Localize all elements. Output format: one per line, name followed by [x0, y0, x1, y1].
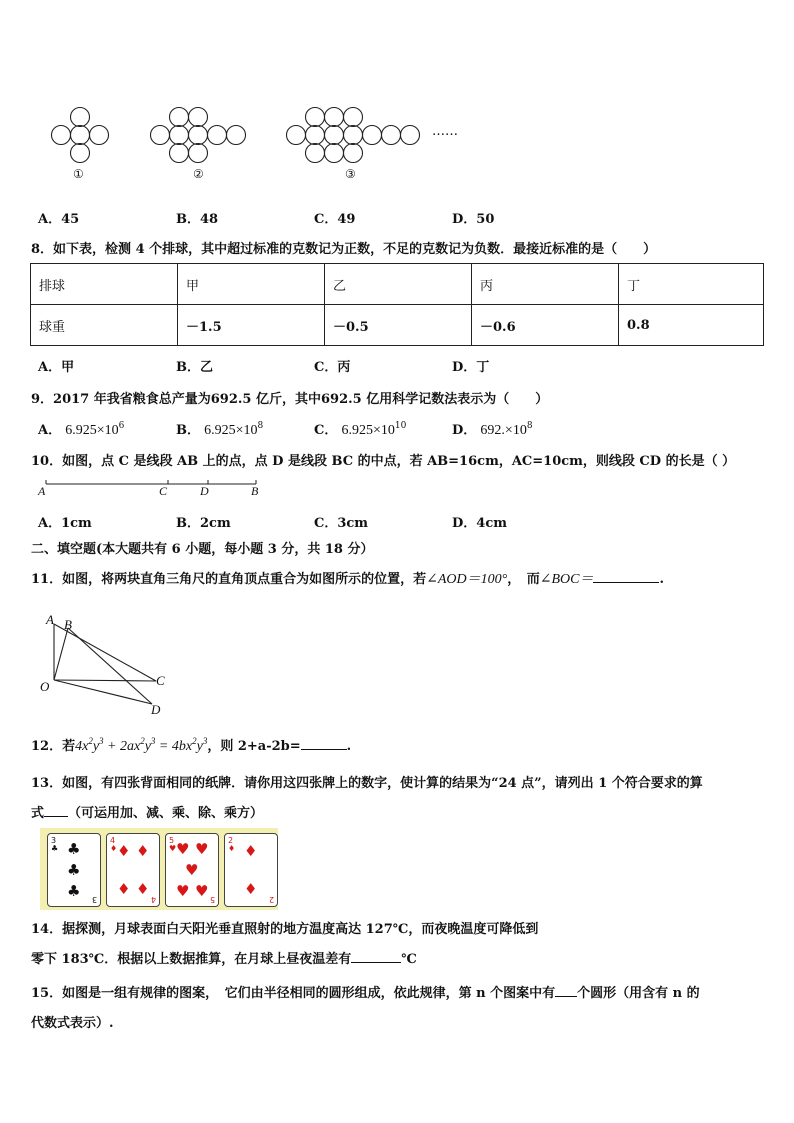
q14-line1: 14．据探测，月球表面白天阳光垂直照射的地方温度高达 127℃，而夜晚温度可降低到	[31, 922, 539, 937]
diamond-icon: ♦	[136, 842, 150, 860]
option-exponent: 6	[118, 421, 125, 431]
club-icon: ♣	[67, 861, 81, 879]
point-label-b: B	[251, 484, 259, 498]
card-rank: 2	[228, 836, 234, 845]
heart-icon: ♥	[185, 861, 199, 879]
q9-option-b[interactable]	[176, 419, 263, 439]
option-value: 6.925×10	[341, 423, 395, 438]
vertex-label-c: C	[156, 673, 165, 688]
figure-label-2: ②	[193, 167, 204, 181]
pattern-2	[151, 108, 246, 163]
q9-option-d[interactable]	[452, 419, 533, 439]
card-rank: 2	[268, 895, 274, 904]
heart-icon: ♥	[195, 882, 209, 900]
option-letter: D．	[452, 423, 477, 438]
answer-blank[interactable]	[593, 570, 659, 583]
card-corner-suit: ♥	[169, 844, 177, 853]
q13-line2-prefix: 式	[31, 806, 45, 821]
q12-end: .	[346, 739, 352, 754]
volleyball-weight-table	[30, 263, 764, 346]
diamond-icon: ♦	[244, 842, 258, 860]
q7-option-c[interactable]: C．49	[314, 212, 356, 227]
option-value: 692.×10	[480, 423, 527, 438]
q14-line2-prefix: 零下 183℃．根据以上数据推算，在月球上昼夜温差有	[31, 952, 352, 967]
point-label-c: C	[159, 484, 168, 498]
vertex-label-o: O	[40, 679, 50, 694]
q10-option-a[interactable]: A．1cm	[38, 516, 92, 531]
q12-prefix: 12．若	[31, 739, 76, 754]
given-angle: ∠AOD＝100°	[426, 572, 508, 587]
pattern-1	[52, 108, 109, 163]
vertex-label-a: A	[46, 612, 54, 627]
q8-option-d[interactable]: D．丁	[452, 360, 490, 375]
q8-option-c[interactable]: C．丙	[314, 360, 351, 375]
pattern-ellipsis: ……	[432, 124, 458, 139]
q12-equation: $4x^2y^3 + 2ax^2y^3 = 4bx^2y^3$	[75, 736, 208, 754]
card-rank: 4	[150, 895, 156, 904]
q15-line1-suffix: 个圆形（用含有 n 的	[577, 986, 700, 1001]
table-cell: 甲	[178, 264, 325, 305]
card-rank: 3	[51, 836, 57, 845]
option-exponent: 10	[394, 421, 407, 431]
q15-line1-prefix: 15．如图是一组有规律的图案， 它们由半径相同的圆形组成，依此规律，第 n 个图案中有	[31, 986, 556, 1001]
q9-option-c[interactable]	[314, 419, 406, 439]
vertex-label-d: D	[151, 702, 161, 717]
option-letter: A．	[38, 423, 62, 438]
q7-option-b[interactable]: B．48	[176, 212, 219, 227]
q10-option-c[interactable]: C．3cm	[314, 516, 369, 531]
q13-line1: 13．如图，有四张背面相同的纸牌．请你用这四张牌上的数字，使计算的结果为“24 点”，请列出 1 个符合要求的算	[31, 776, 703, 791]
q13-line2-suffix: （可运用加、减、乘、除、乘方）	[68, 806, 264, 821]
q11-comma: ， 而	[507, 572, 540, 587]
point-label-a: A	[38, 484, 46, 498]
figure-label-3: ③	[345, 167, 356, 181]
answer-blank[interactable]	[351, 950, 401, 963]
q7-option-a[interactable]: A．45	[38, 212, 80, 227]
diamond-icon: ♦	[117, 842, 131, 860]
option-value: 6.925×10	[204, 423, 258, 438]
heart-icon: ♥	[176, 882, 190, 900]
card-corner-suit: ♦	[110, 844, 118, 853]
playing-card-3-clubs	[47, 833, 101, 907]
card-rank: 3	[91, 895, 97, 904]
q8-stem: 8．如下表，检测 4 个排球，其中超过标准的克数记为正数，不足的克数记为负数．最接近标准的是（ ）	[31, 242, 657, 257]
table-cell: 乙	[325, 264, 472, 305]
answer-blank[interactable]	[555, 984, 577, 997]
club-icon: ♣	[67, 882, 81, 900]
diamond-icon: ♦	[136, 880, 150, 898]
point-label-d: D	[200, 484, 209, 498]
asked-angle: ∠BOC＝	[539, 572, 594, 587]
table-row	[31, 264, 764, 305]
q11-stem	[31, 568, 664, 588]
option-letter: C．	[314, 423, 338, 438]
option-value: 6.925×10	[65, 423, 119, 438]
pattern-3	[287, 108, 420, 163]
q10-stem: 10．如图，点 C 是线段 AB 上的点，点 D 是线段 BC 的中点，若 AB=16cm，AC=10cm，则线段 CD 的长是（ ）	[31, 454, 736, 469]
q14-line2	[31, 948, 417, 967]
diamond-icon: ♦	[244, 880, 258, 898]
circle-pattern-figure	[40, 100, 480, 190]
q10-option-d[interactable]: D．4cm	[452, 516, 507, 531]
q15-line2: 代数式表示）.	[31, 1016, 114, 1031]
answer-blank[interactable]	[44, 804, 68, 817]
table-cell: －0.5	[325, 305, 472, 346]
card-rank: 4	[110, 836, 116, 845]
playing-card-5-hearts	[165, 833, 219, 907]
playing-card-2-diamonds	[224, 833, 278, 907]
q14-line2-suffix: ℃	[401, 952, 417, 967]
table-cell: 丙	[472, 264, 619, 305]
q13-line2	[31, 802, 263, 821]
answer-blank[interactable]	[301, 737, 347, 750]
q12-stem	[31, 735, 351, 755]
table-cell: 球重	[31, 305, 178, 346]
table-cell: 排球	[31, 264, 178, 305]
q9-option-a[interactable]	[38, 419, 124, 439]
q7-option-d[interactable]: D．50	[452, 212, 495, 227]
card-rank: 5	[169, 836, 175, 845]
q9-stem: 9．2017 年我省粮食总产量为692.5 亿斤，其中692.5 亿用科学记数法表示为（ ）	[31, 392, 549, 407]
q11-end: .	[659, 572, 664, 587]
card-corner-suit: ♣	[51, 844, 59, 853]
vertex-label-b: B	[64, 617, 72, 632]
table-cell: 0.8	[619, 305, 764, 346]
card-rank: 5	[209, 895, 215, 904]
figure-label-1: ①	[73, 167, 84, 181]
segment-figure	[36, 476, 266, 500]
table-cell: 丁	[619, 264, 764, 305]
q12-suffix: ，则 2+a-2b=	[207, 739, 301, 754]
q8-option-a[interactable]: A．甲	[38, 360, 75, 375]
card-corner-suit: ♦	[228, 844, 236, 853]
club-icon: ♣	[67, 840, 81, 858]
heart-icon: ♥	[195, 840, 209, 858]
section-heading: 二、填空题(本大题共有 6 小题，每小题 3 分，共 18 分）	[31, 542, 374, 557]
diamond-icon: ♦	[117, 880, 131, 898]
q11-prefix: 11．如图，将两块直角三角尺的直角顶点重合为如图所示的位置，若	[31, 572, 427, 587]
q8-option-b[interactable]: B．乙	[176, 360, 213, 375]
option-exponent: 8	[257, 421, 264, 431]
table-cell: －1.5	[178, 305, 325, 346]
heart-icon: ♥	[176, 840, 190, 858]
q15-line1	[31, 982, 700, 1001]
option-letter: B．	[176, 423, 200, 438]
option-exponent: 8	[526, 421, 533, 431]
table-row	[31, 305, 764, 346]
playing-card-4-diamonds	[106, 833, 160, 907]
q10-option-b[interactable]: B．2cm	[176, 516, 231, 531]
table-cell: －0.6	[472, 305, 619, 346]
